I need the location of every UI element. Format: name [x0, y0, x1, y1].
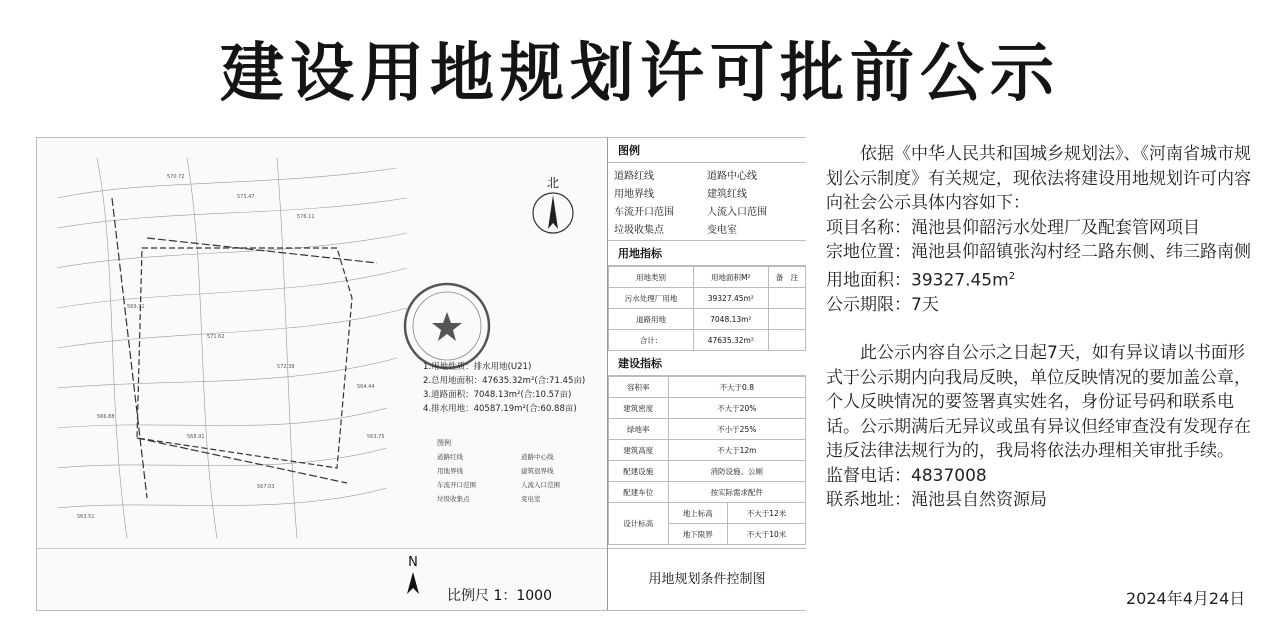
location-value: 渑池县仰韶镇张沟村经二路东侧、纬三路南侧: [911, 242, 1251, 262]
area-value: 39327.45m: [911, 270, 1009, 291]
scale-north: [401, 555, 425, 600]
table-cell: 不大于12m: [668, 440, 805, 461]
phone-value: 4837008: [911, 465, 987, 486]
plan-title: 用地规划条件控制图: [608, 548, 806, 611]
project-line: [826, 216, 1256, 241]
page-title: 建设用地规划许可批前公示: [220, 37, 1060, 111]
legend-list: [608, 163, 806, 241]
map-note: 2.总用地面积：47635.32m²(合:71.45亩): [423, 376, 586, 386]
project-value: 渑池县仰韶污水处理厂及配套管网项目: [911, 217, 1200, 238]
table-cell: 合计：: [609, 330, 694, 351]
period-label: 公示期限：: [826, 294, 911, 315]
table-cell: [768, 309, 805, 330]
table-header: 备 注: [768, 267, 805, 288]
area-sup: 2: [1008, 270, 1016, 282]
table-cell: 容积率: [609, 377, 669, 398]
area-label: 用地面积：: [826, 270, 911, 291]
svg-text:568.91: 568.91: [187, 434, 205, 440]
table-row: [609, 377, 806, 398]
legend-title: 图例: [608, 138, 806, 163]
map-legend-item: 用地界线: [437, 467, 463, 475]
legend-item: 垃圾收集点: [614, 225, 664, 236]
build-index-title: 建设指标: [608, 351, 806, 376]
svg-text:567.03: 567.03: [257, 484, 275, 490]
map-note: 4.排水用地：40587.19m²(合:60.88亩): [423, 404, 577, 414]
table-row: [609, 330, 806, 351]
notice-body: 此公示内容自公示之日起7天，如有异议请以书面形式于公示期内向我局反映，单位反映情况的要加盖公章，个人反映情况的要签署真实姓名，身份证号码和联系电话。公示期满后无异议或虽有异议但经审查没有发现存在违反法律法规行为的，我局将依法办理相关审批手续。: [826, 343, 1251, 462]
scale-bar: [37, 548, 607, 611]
map-legend-title: 图例: [437, 439, 451, 447]
area-line: [826, 265, 1256, 293]
map-legend-item: 变电室: [521, 495, 541, 503]
notice-date: 2024年4月24日: [1126, 589, 1246, 608]
table-row: [609, 267, 806, 288]
map-legend-item: 建筑退界线: [521, 467, 554, 475]
project-label: 项目名称：: [826, 217, 911, 238]
contour-lines: [57, 158, 407, 538]
table-cell: 不大于0.8: [668, 377, 805, 398]
table-cell: 道路用地: [609, 309, 694, 330]
site-boundary: [112, 198, 377, 498]
table-row: [609, 398, 806, 419]
svg-text:563.51: 563.51: [77, 514, 95, 520]
legend-item: 用地界线: [614, 189, 654, 200]
table-cell: 不大于20%: [668, 398, 805, 419]
table-header: 用地面积M²: [693, 267, 768, 288]
location-label: 宗地位置：: [826, 242, 911, 262]
svg-text:571.62: 571.62: [207, 334, 225, 340]
table-cell: 配建车位: [609, 482, 669, 503]
table-cell: 配建设施: [609, 461, 669, 482]
land-index-title: 用地指标: [608, 241, 806, 266]
address-value: 渑池县自然资源局: [911, 490, 1047, 511]
table-cell: 建筑密度: [609, 398, 669, 419]
svg-text:572.38: 572.38: [277, 364, 295, 370]
table-cell: 建筑高度: [609, 440, 669, 461]
map-legend-item: 人流入口范围: [521, 481, 560, 489]
table-cell: 不大于10米: [728, 524, 806, 545]
table-cell: 不小于25%: [668, 419, 805, 440]
legend-item: 道路红线: [614, 171, 654, 182]
period-line: [826, 293, 1256, 318]
table-cell: 消防设施、公厕: [668, 461, 805, 482]
notice-text: [826, 142, 1256, 513]
table-cell: 绿地率: [609, 419, 669, 440]
svg-text:569.71: 569.71: [127, 304, 145, 310]
table-cell: 7048.13m²: [693, 309, 768, 330]
notice-intro: 依据《中华人民共和国城乡规划法》、《河南省城市规划公示制度》有关规定，现依法将建设用地规划许可内容向社会公示具体内容如下：: [826, 144, 1251, 213]
svg-text:566.88: 566.88: [97, 414, 115, 420]
table-row: [609, 503, 806, 524]
map-legend-item: 道路中心线: [521, 453, 554, 461]
table-row: [609, 419, 806, 440]
phone-line: [826, 464, 1256, 489]
table-cell: 污水处理厂用地: [609, 288, 694, 309]
table-row: [609, 482, 806, 503]
svg-text:573.47: 573.47: [237, 194, 255, 200]
build-index-table: [608, 376, 806, 545]
legend-item: 道路中心线: [707, 171, 757, 182]
table-cell: 地上标高: [668, 503, 728, 524]
map-note: 3.道路面积：7048.13m²(合:10.57亩): [423, 390, 572, 400]
elevation-points: [77, 174, 385, 520]
svg-text:570.72: 570.72: [167, 174, 185, 180]
table-cell: 按实际需求配件: [668, 482, 805, 503]
table-header: 用地类别: [609, 267, 694, 288]
table-cell: 设计标高: [609, 503, 669, 545]
legend-item: 人流入口范围: [707, 207, 767, 218]
svg-text:563.75: 563.75: [367, 434, 385, 440]
period-value: 7天: [911, 294, 939, 315]
address-line: [826, 488, 1256, 513]
table-cell: 47635.32m²: [693, 330, 768, 351]
location-line: [826, 240, 1256, 265]
table-cell: [768, 330, 805, 351]
map-legend-item: 垃圾收集点: [437, 495, 470, 503]
map-legend-item: 车流开口范围: [437, 481, 476, 489]
scale-north-label: N: [408, 555, 418, 570]
svg-text:576.11: 576.11: [297, 214, 315, 220]
north-arrow-icon: [531, 191, 575, 235]
map-legend-item: 道路红线: [437, 453, 463, 461]
north-compass: [531, 174, 575, 239]
control-panel: [607, 138, 806, 610]
svg-text:564.44: 564.44: [357, 384, 375, 390]
table-row: [609, 288, 806, 309]
table-row: [609, 461, 806, 482]
planning-map: [36, 137, 806, 611]
address-label: 联系地址：: [826, 490, 911, 511]
map-notes: [423, 360, 585, 416]
map-note: 1.用地性质：排水用地(U21): [423, 362, 532, 372]
table-cell: 39327.45m²: [693, 288, 768, 309]
scale-label: 比例尺 1：1000: [447, 588, 552, 604]
legend-item: 车流开口范围: [614, 207, 674, 218]
table-cell: [768, 288, 805, 309]
legend-item: 建筑红线: [707, 189, 747, 200]
map-legend: [437, 438, 605, 503]
legend-item: 变电室: [707, 225, 737, 236]
table-cell: 地下限界: [668, 524, 728, 545]
land-index-table: [608, 266, 806, 351]
phone-label: 监督电话：: [826, 465, 911, 486]
north-arrow-small-icon: [401, 570, 425, 596]
table-cell: 不大于12米: [728, 503, 806, 524]
north-label: 北: [546, 176, 559, 190]
table-row: [609, 309, 806, 330]
official-stamp: [405, 284, 489, 368]
table-row: [609, 440, 806, 461]
